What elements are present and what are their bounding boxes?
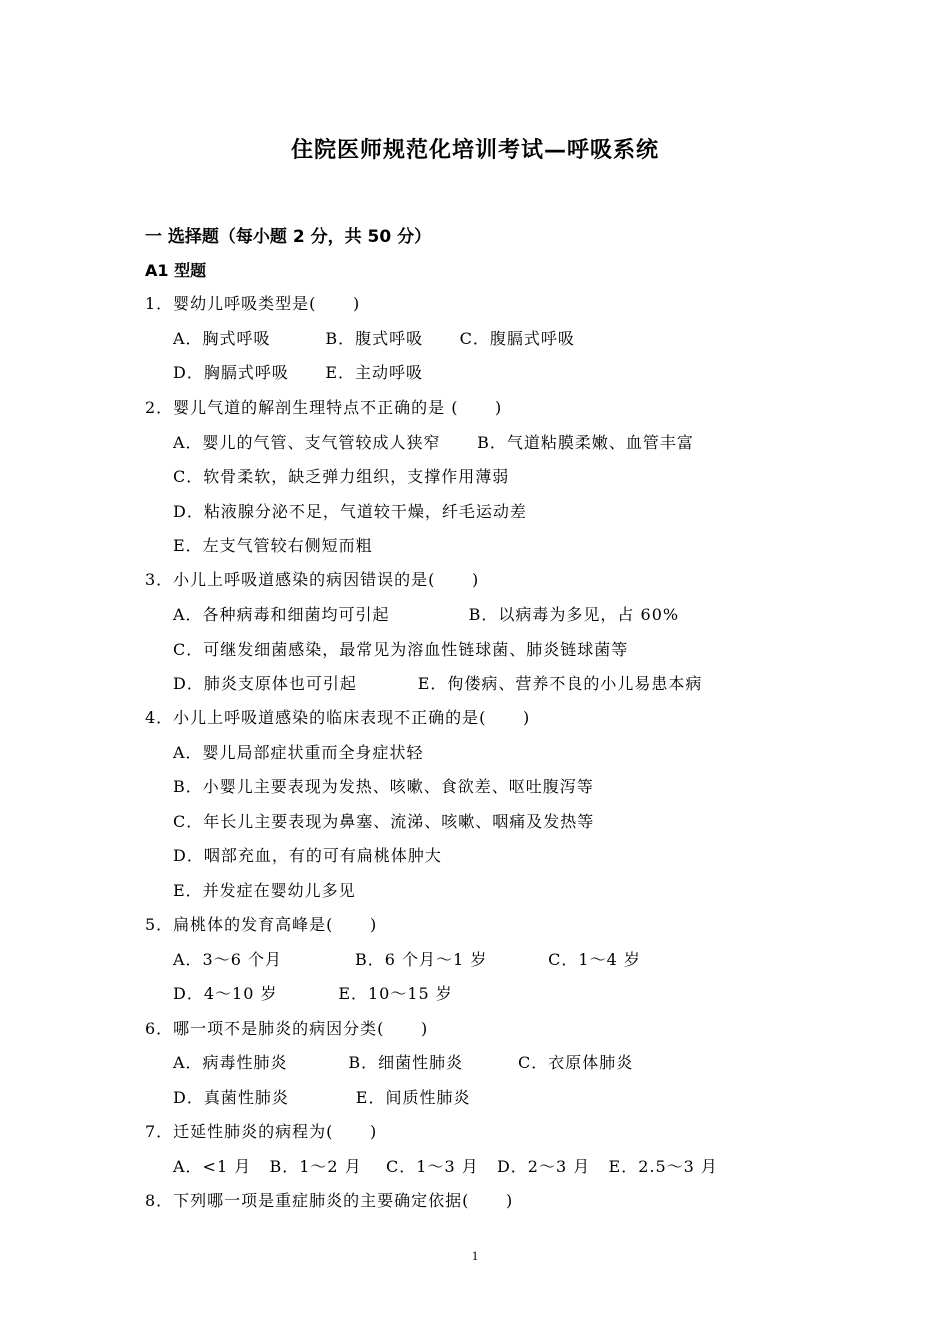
question-2-stem: 2．婴儿气道的解剖生理特点不正确的是 ( ) bbox=[145, 398, 503, 417]
question-6-options-line-2: D．真菌性肺炎 E．间质性肺炎 bbox=[173, 1088, 471, 1107]
question-3-options-line-2: C．可继发细菌感染，最常见为溶血性链球菌、肺炎链球菌等 bbox=[173, 640, 629, 659]
question-7-options-line-1: A．<1 月 B．1～2 月 C．1～3 月 D．2～3 月 E．2.5～3 月 bbox=[173, 1157, 718, 1176]
question-7-stem: 7．迁延性肺炎的病程为( ) bbox=[145, 1122, 378, 1141]
question-6-stem: 6．哪一项不是肺炎的病因分类( ) bbox=[145, 1019, 429, 1038]
question-5-options-line-1: A．3～6 个月 B．6 个月～1 岁 C．1～4 岁 bbox=[173, 950, 641, 969]
question-2-options-line-4: E．左支气管较右侧短而粗 bbox=[173, 536, 373, 555]
question-4-options-line-4: D．咽部充血，有的可有扁桃体肿大 bbox=[173, 846, 442, 865]
question-3-options-line-1: A．各种病毒和细菌均可引起 B．以病毒为多见，占 60% bbox=[173, 605, 680, 624]
question-3-stem: 3．小儿上呼吸道感染的病因错误的是( ) bbox=[145, 570, 480, 589]
question-6-options-line-1: A．病毒性肺炎 B．细菌性肺炎 C．衣原体肺炎 bbox=[173, 1053, 634, 1072]
question-4-options-line-3: C．年长儿主要表现为鼻塞、流涕、咳嗽、咽痛及发热等 bbox=[173, 812, 595, 831]
question-2-options-line-1: A．婴儿的气管、支气管较成人狭窄 B．气道粘膜柔嫩、血管丰富 bbox=[173, 433, 694, 452]
question-4-options-line-2: B．小婴儿主要表现为发热、咳嗽、食欲差、呕吐腹泻等 bbox=[173, 777, 594, 796]
section-heading: 一 选择题（每小题 2 分，共 50 分） bbox=[145, 227, 432, 247]
question-5-stem: 5．扁桃体的发育高峰是( ) bbox=[145, 915, 378, 934]
subsection-label: A1 型题 bbox=[145, 261, 207, 280]
question-8-stem: 8．下列哪一项是重症肺炎的主要确定依据( ) bbox=[145, 1191, 514, 1210]
question-2-options-line-2: C．软骨柔软，缺乏弹力组织，支撑作用薄弱 bbox=[173, 467, 510, 486]
question-1-stem: 1．婴幼儿呼吸类型是( ) bbox=[145, 294, 361, 313]
question-4-stem: 4．小儿上呼吸道感染的临床表现不正确的是( ) bbox=[145, 708, 531, 727]
question-4-options-line-1: A．婴儿局部症状重而全身症状轻 bbox=[173, 743, 424, 762]
question-3-options-line-3: D．肺炎支原体也可引起 E．佝偻病、营养不良的小儿易患本病 bbox=[173, 674, 703, 693]
question-4-options-line-5: E．并发症在婴幼儿多见 bbox=[173, 881, 356, 900]
question-5-options-line-2: D．4～10 岁 E．10～15 岁 bbox=[173, 984, 453, 1003]
question-1-options-line-2: D．胸膈式呼吸 E．主动呼吸 bbox=[173, 363, 424, 382]
question-2-options-line-3: D．粘液腺分泌不足，气道较干燥，纤毛运动差 bbox=[173, 502, 527, 521]
page-number: 1 bbox=[471, 1248, 479, 1263]
question-1-options-line-1: A．胸式呼吸 B．腹式呼吸 C．腹膈式呼吸 bbox=[173, 329, 575, 348]
page-title: 住院医师规范化培训考试—呼吸系统 bbox=[290, 138, 659, 163]
